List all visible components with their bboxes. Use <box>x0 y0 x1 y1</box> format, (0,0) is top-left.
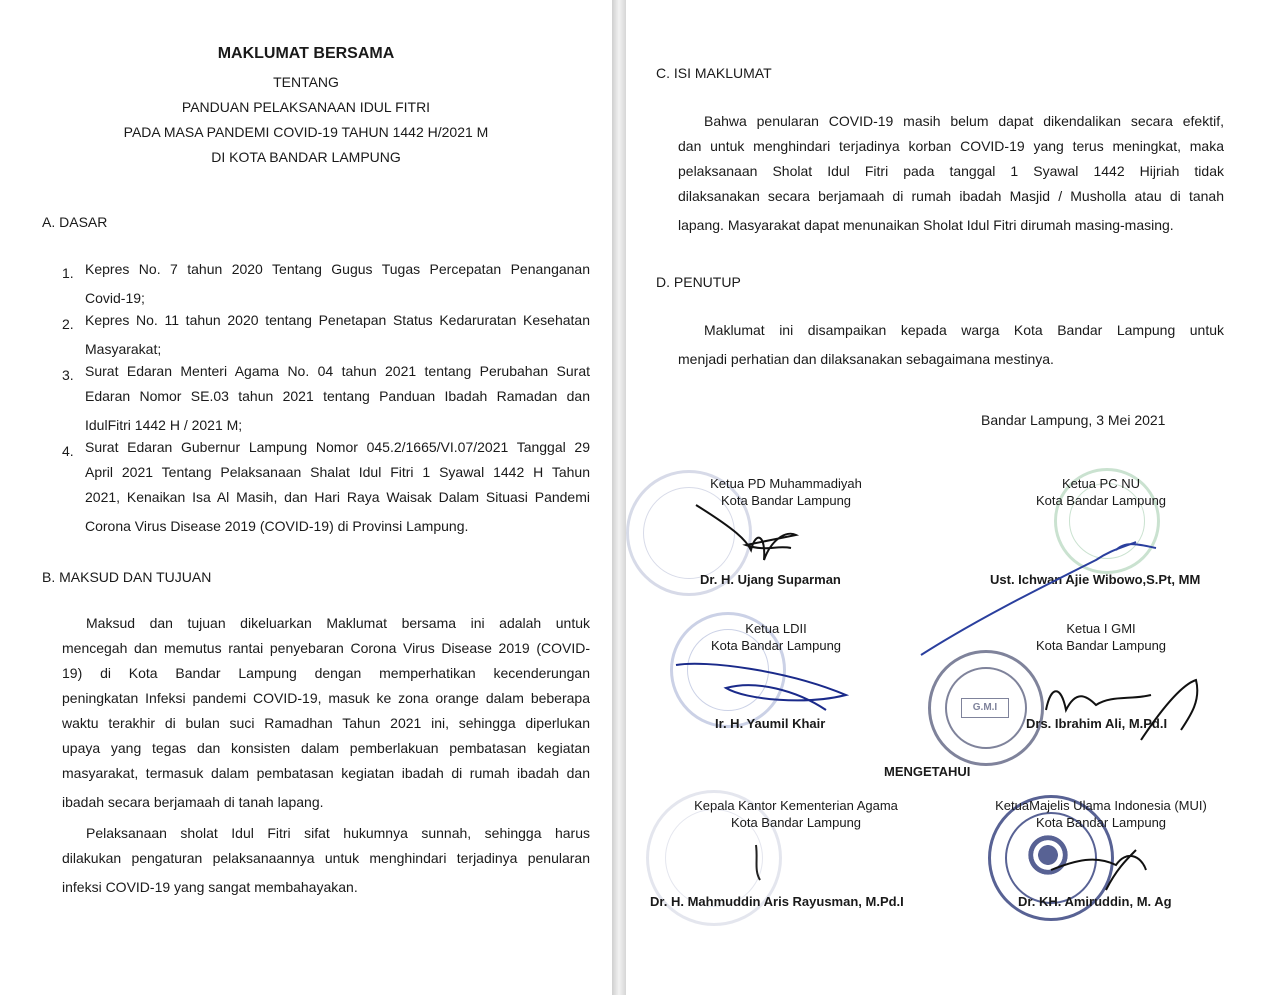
subtitle-line: DI KOTA BANDAR LAMPUNG <box>211 149 401 165</box>
signatory-kemenag-name: Dr. H. Mahmuddin Aris Rayusman, M.Pd.I <box>650 894 904 909</box>
signature-ldii-icon <box>666 640 866 720</box>
section-b-paragraph-1: Maksud dan tujuan dikeluarkan Maklumat bersama ini adalah untuk mencegah dan memutus rantai penyebaran Corona Virus Disease 2019 (COVID- 19) di Kota Bandar Lampung dengan memperhatikan kecenderungan peningkatan Infeksi pandemi COVID-19, masuk ke zona orange dalam beberapa waktu terakhir di bulan suci Ramadhan Tahun 2021 ini, sehingga diperlukan upaya yang tegas dan konsisten dalam pemberlakuan pembatasan kegiatan masyarakat, termasuk dalam pembatasan kegiatan ibadah di rumah ibadah dan ibadah secara berjamaah di tanah lapang. <box>62 615 590 810</box>
page-divider <box>612 0 626 995</box>
right-page <box>626 0 1280 995</box>
signature-gmi-icon <box>1021 670 1211 750</box>
mengetahui-label: MENGETAHUI <box>884 764 971 779</box>
section-c-heading: C. ISI MAKLUMAT <box>656 65 772 81</box>
list-item: Surat Edaran Gubernur Lampung Nomor 045.2/1665/VI.07/2021 Tanggal 29 April 2021 Tentang Pelaksanaan Shalat Idul Fitri 1 Syawal 1442 H Tahun 2021, Kenaikan Isa Al Masih, dan Hari Raya Waisak Dalam Situasi Pandemi Corona Virus Disease 2019 (COVID-19) di Provinsi Lampung. <box>85 439 590 534</box>
signatory-muhammadiyah-title: Ketua PD Muhammadiyah Kota Bandar Lampung <box>710 476 862 508</box>
list-item: Kepres No. 11 tahun 2020 tentang Penetapan Status Kedaruratan Kesehatan Masyarakat; <box>85 312 590 357</box>
signatory-nu-title: Ketua PC NU Kota Bandar Lampung <box>1035 476 1167 508</box>
signatory-ldii-title: Ketua LDII Kota Bandar Lampung <box>710 621 842 653</box>
signatory-gmi-title: Ketua I GMI Kota Bandar Lampung <box>1035 621 1167 653</box>
signatory-mui-title: KetuaMajelis Ulama Indonesia (MUI) Kota Bandar Lampung <box>995 798 1207 830</box>
place-date: Bandar Lampung, 3 Mei 2021 <box>981 412 1166 428</box>
signatory-nu-name: Ust. Ichwan Ajie Wibowo,S.Pt, MM <box>990 572 1201 587</box>
section-a-heading: A. DASAR <box>42 214 108 230</box>
subtitle-line: TENTANG <box>273 74 339 90</box>
signature-muhammadiyah-icon <box>676 490 826 580</box>
signature-nu-icon <box>916 520 1166 660</box>
list-item: Kepres No. 7 tahun 2020 Tentang Gugus Tugas Percepatan Penanganan Covid-19; <box>85 261 590 306</box>
section-d-paragraph: Maklumat ini disampaikan kepada warga Kota Bandar Lampung untuk menjadi perhatian dan dilaksanakan sebagaimana mestinya. <box>678 322 1224 367</box>
signatory-ldii-name: Ir. H. Yaumil Khair <box>715 716 826 731</box>
signatory-mui-name: Dr. KH. Amiruddin, M. Ag <box>1018 894 1172 909</box>
list-number: 1. <box>62 265 74 281</box>
document-subtitle <box>0 70 612 170</box>
subtitle-line: PADA MASA PANDEMI COVID-19 TAHUN 1442 H/2021 M <box>123 124 489 140</box>
signatory-gmi-name: Drs. Ibrahim Ali, M.Pd.I <box>1026 716 1168 731</box>
section-c-paragraph: Bahwa penularan COVID-19 masih belum dapat dikendalikan secara efektif, dan untuk menghindari terjadinya korban COVID-19 yang terus meningkat, maka pelaksanaan Sholat Idul Fitri pada tanggal 1 Syawal 1442 Hijriah tidak dilaksanakan secara berjamaah di rumah ibadah Masjid / Musholla atau di tanah lapang. Masyarakat dapat menunaikan Sholat Idul Fitri dirumah masing-masing. <box>678 113 1224 233</box>
section-b-heading: B. MAKSUD DAN TUJUAN <box>42 569 212 585</box>
signatory-kemenag-title: Kepala Kantor Kementerian Agama Kota Bandar Lampung <box>694 798 898 830</box>
signatory-muhammadiyah-name: Dr. H. Ujang Suparman <box>700 572 841 587</box>
signature-mui-icon <box>1046 830 1176 900</box>
section-b-paragraph-2: Pelaksanaan sholat Idul Fitri sifat hukumnya sunnah, sehingga harus dilakukan pengaturan pelaksanaannya untuk menghindari terjadinya penularan infeksi COVID-19 yang sangat membahayakan. <box>62 825 590 895</box>
list-number: 2. <box>62 316 74 332</box>
gmi-stamp-icon: G.M.I <box>928 650 1044 766</box>
document-title: MAKLUMAT BERSAMA <box>217 45 395 62</box>
list-number: 3. <box>62 367 74 383</box>
list-number: 4. <box>62 443 74 459</box>
list-item: Surat Edaran Menteri Agama No. 04 tahun 2021 tentang Perubahan Surat Edaran Nomor SE.03 tahun 2021 tentang Panduan Ibadah Ramadan dan IdulFitri 1442 H / 2021 M; <box>85 363 590 433</box>
section-d-heading: D. PENUTUP <box>656 274 741 290</box>
left-page <box>0 0 612 995</box>
subtitle-line: PANDUAN PELAKSANAAN IDUL FITRI <box>181 99 431 115</box>
signature-kemenag-icon <box>746 840 776 890</box>
